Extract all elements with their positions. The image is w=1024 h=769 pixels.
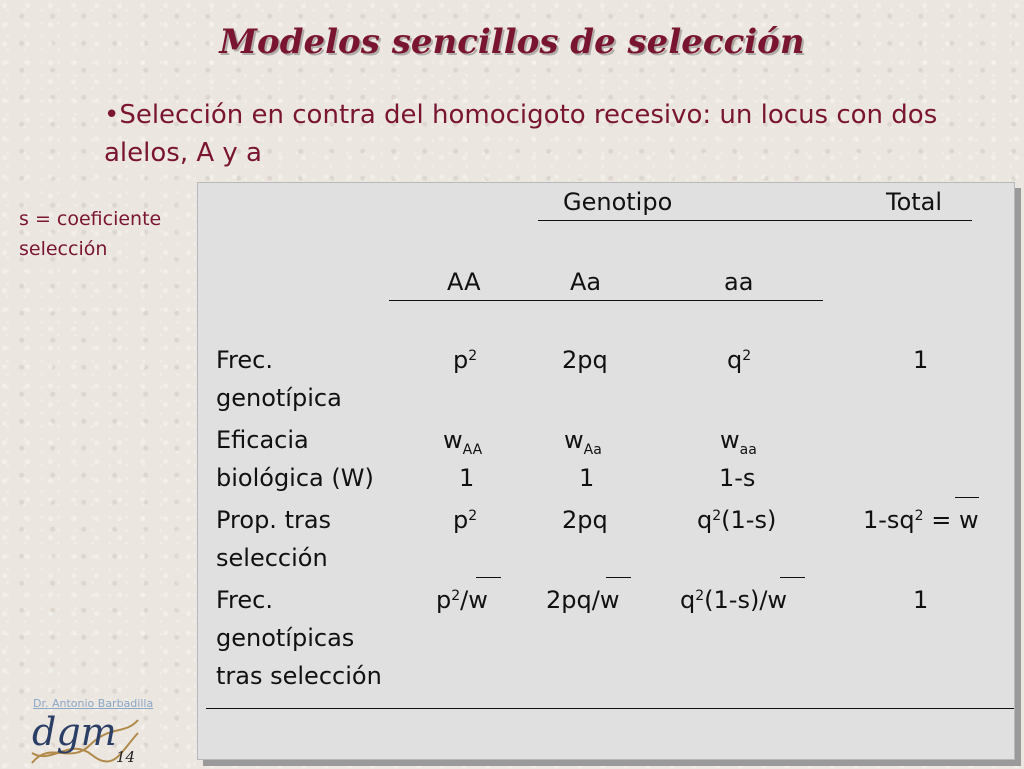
header-rule: [538, 220, 972, 221]
cell-r2-Aa-value: 1: [579, 464, 595, 492]
cell-r4-AA: $p^2/w$: [436, 586, 488, 614]
cell-r3-AA: $p^2$: [453, 506, 478, 534]
cell-r2-aa: $w_{aa}$: [720, 426, 757, 458]
genotype-rule: [389, 300, 823, 301]
genotype-table: [197, 182, 1015, 760]
row-label: Prop. tras: [216, 506, 332, 534]
table-bottom-rule: [206, 708, 1014, 709]
bullet-text: •Selección en contra del homocigoto recesivo: un locus con dos alelos, A y a: [104, 100, 938, 168]
row-label: genotípica: [216, 384, 342, 412]
cell-r4-aa: $q^2(1-s)/w$: [680, 586, 788, 614]
row-label: Frec.: [216, 346, 273, 374]
overline-wbar: [780, 577, 805, 578]
cell-r2-Aa: $w_{Aa}$: [564, 426, 602, 458]
cell-r1-AA: $p^2$: [453, 346, 478, 374]
overline-wbar: [476, 577, 501, 578]
header-genotipo: Genotipo: [563, 188, 673, 216]
cell-r2-AA: $w_{AA}$: [443, 426, 483, 458]
cell-r2-aa-value: 1-s: [719, 464, 756, 492]
slide-title: Modelos sencillos de selección: [219, 22, 805, 62]
genotype-Aa: Aa: [570, 268, 602, 296]
side-note-line2: selección: [19, 238, 108, 260]
cell-r1-Aa: 2pq: [562, 346, 608, 374]
row-label: biológica (W): [216, 464, 374, 492]
overline-wbar: [955, 497, 979, 498]
row-label: Frec.: [216, 586, 273, 614]
side-note: [19, 204, 161, 264]
row-label: selección: [216, 544, 328, 572]
overline-wbar: [606, 577, 631, 578]
genotype-aa: aa: [724, 268, 754, 296]
cell-r3-total: $1-sq^2 = w$: [863, 506, 979, 534]
cell-r4-total: 1: [913, 586, 929, 614]
cell-r3-Aa: 2pq: [562, 506, 608, 534]
cell-r1-aa: $q^2$: [727, 346, 752, 374]
row-label: genotípicas: [216, 624, 355, 652]
cell-r1-total: 1: [913, 346, 929, 374]
row-label: tras selección: [216, 662, 382, 690]
header-total: Total: [886, 188, 943, 216]
cell-r2-AA-value: 1: [459, 464, 475, 492]
row-label: Eficacia: [216, 426, 309, 454]
genotype-AA: AA: [447, 268, 481, 296]
page-number: 14: [116, 748, 136, 766]
cell-r4-Aa: 2pq/w: [546, 586, 620, 614]
side-note-line1: s = coeficiente: [19, 208, 162, 230]
cell-r3-aa: $q^2(1-s)$: [697, 506, 777, 534]
author-link[interactable]: Dr. Antonio Barbadilla: [33, 697, 154, 710]
svg-text:dgm: dgm: [32, 710, 117, 754]
